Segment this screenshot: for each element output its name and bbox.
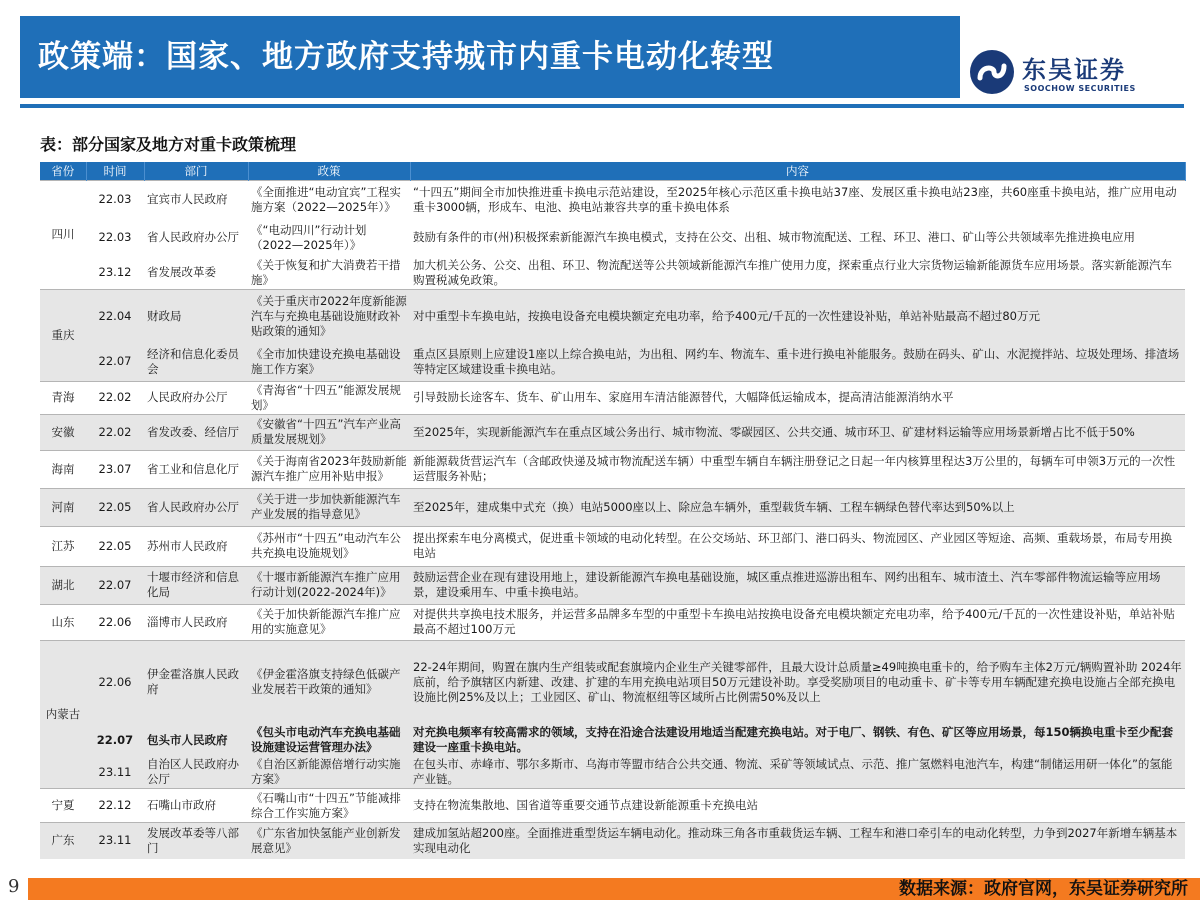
- column-header-province: 省份: [40, 162, 86, 181]
- table-row: [40, 789, 1185, 823]
- cell-time: 22.07: [86, 724, 144, 756]
- cell-time: 22.12: [86, 789, 144, 823]
- cell-policy: 《关于恢复和扩大消费若干措施》: [251, 257, 401, 287]
- cell-content: 加大机关公务、公交、出租、环卫、物流配送等公共领域新能源汽车推广使用力度，探索重点行业大宗货物运输新能源货车应用场景。落实新能源汽车购置税减免政策。: [413, 257, 1172, 287]
- cell-province: 广东: [40, 823, 86, 859]
- cell-province: 青海: [40, 381, 86, 414]
- cell-policy: 《全面推进“电动宜宾”工程实施方案（2022—2025年）》: [248, 181, 410, 219]
- header-divider: [20, 104, 1184, 108]
- column-header-content: 内容: [410, 162, 1185, 181]
- cell-province: 山东: [40, 604, 86, 640]
- cell-time: 22.05: [86, 488, 144, 526]
- cell-time: 23.11: [86, 823, 144, 859]
- table-row: [40, 488, 1185, 526]
- table-row: [40, 566, 1185, 604]
- cell-policy: 《伊金霍洛旗支持绿色低碳产业发展若干政策的通知》: [248, 640, 410, 724]
- cell-time: 22.06: [86, 604, 144, 640]
- policy-table: [40, 162, 1186, 859]
- data-source: 数据来源：政府官网，东吴证券研究所: [899, 879, 1188, 899]
- cell-policy: 《自治区新能源倍增行动实施方案》: [248, 756, 410, 789]
- table-row: [40, 823, 1185, 859]
- cell-content: 22-24年期间，购置在旗内生产组装或配套旗境内企业生产关键零部件，且最大设计总质量≥49吨换电重卡的，给予购车主体2万元/辆购置补助 2024年底前，给予旗辖区内新建、改建、扩建的车用充换电站项目50万元建设补助。享受奖励项目的电动重卡、矿卡等专用车辆配建充换电设施占全部充换电设施比例25%及以上；工业园区、矿山、物流枢纽等区域所占比例需50%及以上: [410, 640, 1185, 724]
- cell-policy: 《关于重庆市2022年度新能源汽车与充换电基础设施财政补贴政策的通知》: [248, 289, 410, 343]
- cell-dept: 省人民政府办公厅: [144, 488, 248, 526]
- cell-content: 至2025年，实现新能源汽车在重点区域公务出行、城市物流、零碳园区、公共交通、城市环卫、矿建材料运输等应用场景新增占比不低于50%: [410, 414, 1185, 450]
- cell-time: 23.07: [86, 450, 144, 488]
- cell-policy: 《全市加快建设充换电基础设施工作方案》: [248, 343, 410, 381]
- cell-dept: 省发展改革委: [147, 265, 216, 279]
- cell-policy: 《关于加快新能源汽车推广应用的实施意见》: [248, 604, 410, 640]
- column-header-policy: 政策: [248, 162, 410, 181]
- cell-province: 重庆: [40, 289, 86, 381]
- cell-content: 对充换电频率有较高需求的领域，支持在沿途合法建设用地适当配建充换电站。对于电厂、钢铁、有色、矿区等应用场景，每150辆换电重卡至少配套建设一座重卡换电站。: [410, 724, 1185, 756]
- cell-province: 安徽: [40, 414, 86, 450]
- cell-content: 对中重型卡车换电站，按换电设备充电模块额定充电功率，给予400元/千瓦的一次性建设补贴，单站补贴最高不超过80万元: [410, 289, 1185, 343]
- cell-time: 22.02: [86, 414, 144, 450]
- cell-time: 22.03: [98, 230, 132, 244]
- cell-dept: 省工业和信息化厅: [144, 450, 248, 488]
- cell-policy: 《关于海南省2023年鼓励新能源汽车推广应用补贴申报》: [248, 450, 410, 488]
- cell-province: 四川: [40, 181, 86, 290]
- cell-dept: 财政局: [144, 289, 248, 343]
- cell-content: 支持在物流集散地、国省道等重要交通节点建设新能源重卡充换电站: [410, 789, 1185, 823]
- cell-content: 对提供共享换电技术服务，并运营多品牌多车型的中重型卡车换电站按换电设备充电模块额定充电功率，给予400元/千瓦的一次性建设补贴，单站补贴最高不超过100万元: [410, 604, 1185, 640]
- brand-logo: [968, 44, 1168, 100]
- cell-time: 23.11: [86, 756, 144, 789]
- table-row: [40, 414, 1185, 450]
- column-header-department: 部门: [144, 162, 248, 181]
- cell-dept: 淄博市人民政府: [144, 604, 248, 640]
- table-row: [40, 756, 1185, 789]
- cell-policy: 《包头市电动汽车充换电基础设施建设运营管理办法》: [248, 724, 410, 756]
- cell-dept: 石嘴山市政府: [144, 789, 248, 823]
- cell-dept: 包头市人民政府: [144, 724, 248, 756]
- table-row: [40, 181, 1185, 219]
- cell-content: 提出探索车电分离模式，促进重卡领域的电动化转型。在公交场站、环卫部门、港口码头、物流园区、产业园区等短途、高频、重载场景，布局专用换电站: [410, 526, 1185, 566]
- cell-dept: 宜宾市人民政府: [144, 181, 248, 219]
- table-row: [40, 343, 1185, 381]
- cell-dept: 省发改委、经信厅: [144, 414, 248, 450]
- logo-name: 东吴证券: [1022, 56, 1126, 84]
- cell-content: 在包头市、赤峰市、鄂尔多斯市、乌海市等盟市结合公共交通、物流、采矿等领域试点、示范、推广氢燃料电池汽车，构建“制储运用研一体化”的氢能产业链。: [410, 756, 1185, 789]
- cell-dept: 自治区人民政府办公厅: [144, 756, 248, 789]
- table-row: [40, 640, 1185, 724]
- cell-dept: 发展改革委等八部门: [144, 823, 248, 859]
- cell-dept: 伊金霍洛旗人民政府: [144, 640, 248, 724]
- table-header-row: [40, 162, 1185, 181]
- cell-time: 22.07: [86, 566, 144, 604]
- cell-policy: 《安徽省“十四五”汽车产业高质量发展规划》: [248, 414, 410, 450]
- cell-policy: 《青海省“十四五”能源发展规划》: [248, 381, 410, 414]
- table-row: [40, 289, 1185, 343]
- cell-policy: 《“电动四川”行动计划（2022—2025年）》: [251, 222, 367, 252]
- cell-content: 引导鼓励长途客车、货车、矿山用车、家庭用车清洁能源替代，大幅降低运输成本，提高清洁能源消纳水平: [410, 381, 1185, 414]
- cell-policy: 《关于进一步加快新能源汽车产业发展的指导意见》: [248, 488, 410, 526]
- cell-content: “十四五”期间全市加快推进重卡换电示范站建设，至2025年核心示范区重卡换电站37座、发展区重卡换电站23座，共60座重卡换电站，推广应用电动重卡3000辆，形成车、电池、换电站兼容共享的重卡换电体系: [410, 181, 1185, 219]
- cell-policy: 《苏州市“十四五”电动汽车公共充换电设施规划》: [248, 526, 410, 566]
- cell-dept: 经济和信息化委员会: [144, 343, 248, 381]
- cell-dept: 苏州市人民政府: [144, 526, 248, 566]
- cell-content: 至2025年，建成集中式充（换）电站5000座以上、除应急车辆外，重型载货车辆、工程车辆绿色替代率达到50%以上: [410, 488, 1185, 526]
- column-header-time: 时间: [86, 162, 144, 181]
- cell-province: 江苏: [40, 526, 86, 566]
- table-row: [40, 604, 1185, 640]
- cell-time: 22.07: [86, 343, 144, 381]
- cell-province: 宁夏: [40, 789, 86, 823]
- table-row: [40, 257, 1185, 290]
- cell-policy: 《十堰市新能源汽车推广应用行动计划(2022-2024年)》: [248, 566, 410, 604]
- cell-time: 23.12: [98, 265, 132, 279]
- cell-province: 内蒙古: [40, 640, 86, 789]
- cell-content: 新能源载货营运汽车（含邮政快递及城市物流配送车辆）中重型车辆自车辆注册登记之日起一年内核算里程达3万公里的，每辆车可申领3万元的一次性运营服务补贴；: [410, 450, 1185, 488]
- cell-policy: 《广东省加快氢能产业创新发展意见》: [248, 823, 410, 859]
- cell-dept: 人民政府办公厅: [144, 381, 248, 414]
- cell-dept: 十堰市经济和信息化局: [144, 566, 248, 604]
- cell-content: 建成加氢站超200座。全面推进重型货运车辆电动化。推动珠三角各市重载货运车辆、工程车和港口牵引车的电动化转型，力争到2027年新增车辆基本实现电动化: [410, 823, 1185, 859]
- table-title: 表：部分国家及地方对重卡政策梳理: [40, 135, 297, 154]
- cell-content: 鼓励运营企业在现有建设用地上，建设新能源汽车换电基础设施，城区重点推进巡游出租车、网约出租车、城市渣土、汽车零部件物流运输等应用场景，建设乘用车、中重卡换电站。: [410, 566, 1185, 604]
- cell-time: 22.04: [86, 289, 144, 343]
- table-row: [40, 219, 1185, 257]
- cell-province: 河南: [40, 488, 86, 526]
- table-row: [40, 526, 1185, 566]
- cell-content: 鼓励有条件的市(州)积极探索新能源汽车换电模式，支持在公交、出租、城市物流配送、工程、环卫、港口、矿山等公共领域率先推进换电应用: [413, 230, 1135, 244]
- cell-province: 湖北: [40, 566, 86, 604]
- cell-policy: 《石嘴山市“十四五”节能减排综合工作实施方案》: [248, 789, 410, 823]
- page-title: 政策端：国家、地方政府支持城市内重卡电动化转型: [38, 39, 774, 75]
- table-row: [40, 450, 1185, 488]
- cell-time: 22.03: [86, 181, 144, 219]
- cell-time: 22.02: [86, 381, 144, 414]
- cell-time: 22.06: [86, 640, 144, 724]
- cell-content: 重点区县原则上应建设1座以上综合换电站，为出租、网约车、物流车、重卡进行换电补能服务。鼓励在码头、矿山、水泥搅拌站、垃圾处理场、排渣场等特定区域建设重卡换电站。: [410, 343, 1185, 381]
- cell-dept: 省人民政府办公厅: [147, 230, 239, 244]
- page-number: 9: [8, 876, 20, 897]
- table-row: [40, 724, 1185, 756]
- soochow-logo-icon: [968, 48, 1016, 96]
- table-row: [40, 381, 1185, 414]
- logo-subtitle: SOOCHOW SECURITIES: [1024, 84, 1136, 93]
- cell-time: 22.05: [86, 526, 144, 566]
- cell-province: 海南: [40, 450, 86, 488]
